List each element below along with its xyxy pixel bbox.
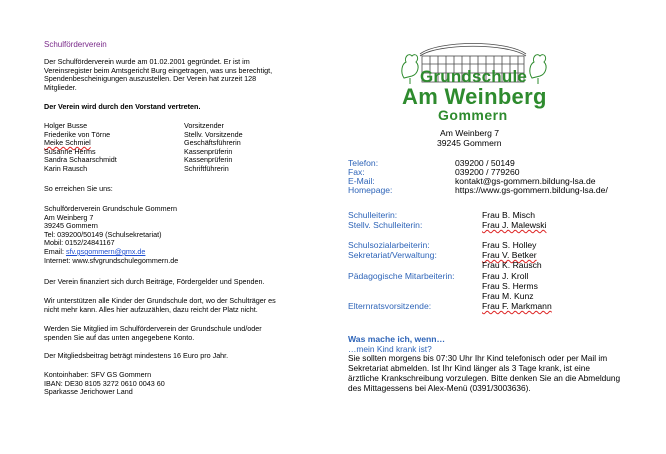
- member-line: spenden Sie auf das unten angegebene Konto.: [44, 332, 195, 342]
- board-name: Susanne Herms: [44, 146, 96, 156]
- staff-value: Frau S. Herms: [482, 280, 538, 291]
- contact-internet: Internet: www.sfvgrundschulegommern.de: [44, 255, 179, 265]
- contact-value: 039200 / 779260: [455, 167, 520, 177]
- board-name: Holger Busse: [44, 121, 88, 130]
- contact-label: Fax:: [348, 167, 365, 177]
- staff-row: [348, 260, 648, 270]
- contact-tel: Tel: 039200/50149 (Schulsekretariat): [44, 229, 162, 239]
- staff-label: Stellv. Schulleiterin:: [348, 220, 423, 230]
- contact-label: Telefon:: [348, 158, 379, 168]
- contact-label: Homepage:: [348, 185, 393, 195]
- board-role: Schriftführerin: [184, 163, 229, 173]
- staff-value: Frau V. Betker: [482, 250, 537, 261]
- bank-block: [44, 371, 324, 397]
- reach-heading: So erreichen Sie uns:: [44, 184, 113, 193]
- board-role: Stellv. Vorsitzende: [184, 129, 243, 139]
- staff-row: [348, 250, 648, 260]
- email-label: Email:: [44, 246, 66, 256]
- support-paragraph: [44, 297, 324, 314]
- contact-row: [348, 176, 648, 185]
- left-heading: Schulförderverein: [44, 40, 107, 49]
- faq-line: des Mittagessens bei Alex-Menü (0391/3003636).: [348, 383, 531, 393]
- support-line: nicht mehr kann. Alles hier aufzuzählen, dazu reicht der Platz nicht.: [44, 304, 258, 314]
- contact-value: 039200 / 50149: [455, 158, 515, 168]
- intro-paragraph: [44, 58, 314, 92]
- staff-value: Frau B. Misch: [482, 210, 536, 220]
- contact-city: 39245 Gommern: [44, 221, 98, 231]
- intro-line: Vereinsregister beim Amtsgericht Burg eingetragen, was uns berechtigt,: [44, 65, 273, 75]
- staff-value: Frau M. Kunz: [482, 290, 534, 301]
- staff-label: Sekretariat/Verwaltung:: [348, 250, 437, 261]
- staff-table: [348, 240, 648, 311]
- contact-mobil: Mobil: 0152/24841167: [44, 238, 115, 248]
- staff-label: Schulleiterin:: [348, 210, 398, 220]
- board-name: Karin Rausch: [44, 163, 88, 173]
- bank-holder: Kontoinhaber: SFV GS Gommern: [44, 370, 152, 379]
- school-street: Am Weinberg 7: [440, 128, 500, 138]
- staff-label: Pädagogische Mitarbeiterin:: [348, 270, 455, 281]
- staff-value: Frau S. Holley: [482, 240, 537, 250]
- support-line: Wir unterstützen alle Kinder der Grundschule dort, wo der Schulträger es: [44, 296, 276, 305]
- board-name: Meike Schmiel: [44, 138, 91, 148]
- intro-line: Mitglieder.: [44, 82, 77, 92]
- faq-line: ärztliche Krankschreibung vorzulegen. Bitte denken Sie an die Abmeldung: [348, 373, 621, 383]
- board-role: Kassenprüferin: [184, 155, 233, 165]
- finance-paragraph: Der Verein finanziert sich durch Beiträge, Fördergelder und Spenden.: [44, 277, 265, 286]
- staff-value: Frau J. Kroll: [482, 270, 529, 281]
- staff-row: [348, 220, 648, 230]
- staff-value: Frau J. Malewski: [482, 220, 547, 230]
- board-role: Vorsitzender: [184, 121, 224, 130]
- member-paragraph: [44, 325, 324, 342]
- school-logo: [398, 34, 548, 123]
- board-heading: Der Verein wird durch den Vorstand vertreten.: [44, 102, 201, 111]
- bank-name-text: Sparkasse Jerichower Land: [44, 387, 133, 397]
- contact-value[interactable]: https://www.gs-gommern.bildung-lsa.de/: [455, 185, 608, 195]
- contact-block: [44, 205, 324, 265]
- staff-row: [348, 291, 648, 301]
- board-role: Kassenprüferin: [184, 146, 233, 156]
- staff-row: [348, 301, 648, 311]
- board-row: [44, 165, 324, 174]
- contact-label: E-Mail:: [348, 176, 375, 186]
- fee-paragraph: Der Mitgliedsbeitrag beträgt mindestens 16 Euro pro Jahr.: [44, 351, 229, 360]
- leadership-table: [348, 210, 648, 230]
- faq-subtitle: …mein Kind krank ist?: [348, 344, 432, 354]
- intro-line: Spendenbescheinigungen auszustellen. Der Verein hat zurzeit 128: [44, 74, 257, 84]
- contact-row: [348, 167, 648, 176]
- faq-line: Sie sollten morgens bis 07:30 Uhr Ihr Kind telefonisch oder per Mail im: [348, 353, 608, 363]
- staff-row: [348, 281, 648, 291]
- staff-label: Elternratsvorsitzende:: [348, 301, 432, 312]
- intro-line: Der Schulförderverein wurde am 01.02.2001 gegründet. Er ist im: [44, 57, 250, 66]
- school-city: 39245 Gommern: [437, 138, 502, 148]
- member-line: Werden Sie Mitglied im Schulförderverein der Grundschule und/oder: [44, 324, 262, 333]
- board-list: [44, 122, 324, 174]
- board-role: Geschäftsführerin: [184, 138, 241, 148]
- staff-row: [348, 271, 648, 281]
- contact-street: Am Weinberg 7: [44, 212, 94, 222]
- contact-row: [348, 185, 648, 194]
- board-name: Sandra Schaarschmidt: [44, 155, 117, 165]
- bank-iban: IBAN: DE30 8105 3272 0610 0043 60: [44, 378, 165, 388]
- staff-value: Frau F. Markmann: [482, 301, 552, 312]
- contact-table: [348, 158, 648, 194]
- contact-row: [348, 158, 648, 167]
- bank-name: [44, 388, 324, 397]
- faq-line: Sekretariat abmelden. Ist Ihr Kind länger als 3 Tage krank, ist eine: [348, 363, 590, 373]
- contact-value[interactable]: kontakt@gs-gommern.bildung-lsa.de: [455, 176, 596, 186]
- contact-org: Schulförderverein Grundschule Gommern: [44, 204, 178, 213]
- logo-line2: Am Weinberg: [402, 84, 547, 109]
- logo-line3: Gommern: [438, 107, 508, 123]
- staff-label: Schulsozialarbeiterin:: [348, 240, 430, 250]
- board-name: Friederike von Törne: [44, 129, 111, 139]
- staff-value: Frau K. Rausch: [482, 260, 542, 271]
- staff-row: [348, 210, 648, 220]
- faq-title: Was mache ich, wenn…: [348, 334, 446, 344]
- staff-row: [348, 240, 648, 250]
- faq-text: [348, 353, 648, 393]
- email-link[interactable]: sfv.gsgommern@gmx.de: [65, 246, 146, 256]
- logo-line1: Grundschule: [420, 67, 528, 86]
